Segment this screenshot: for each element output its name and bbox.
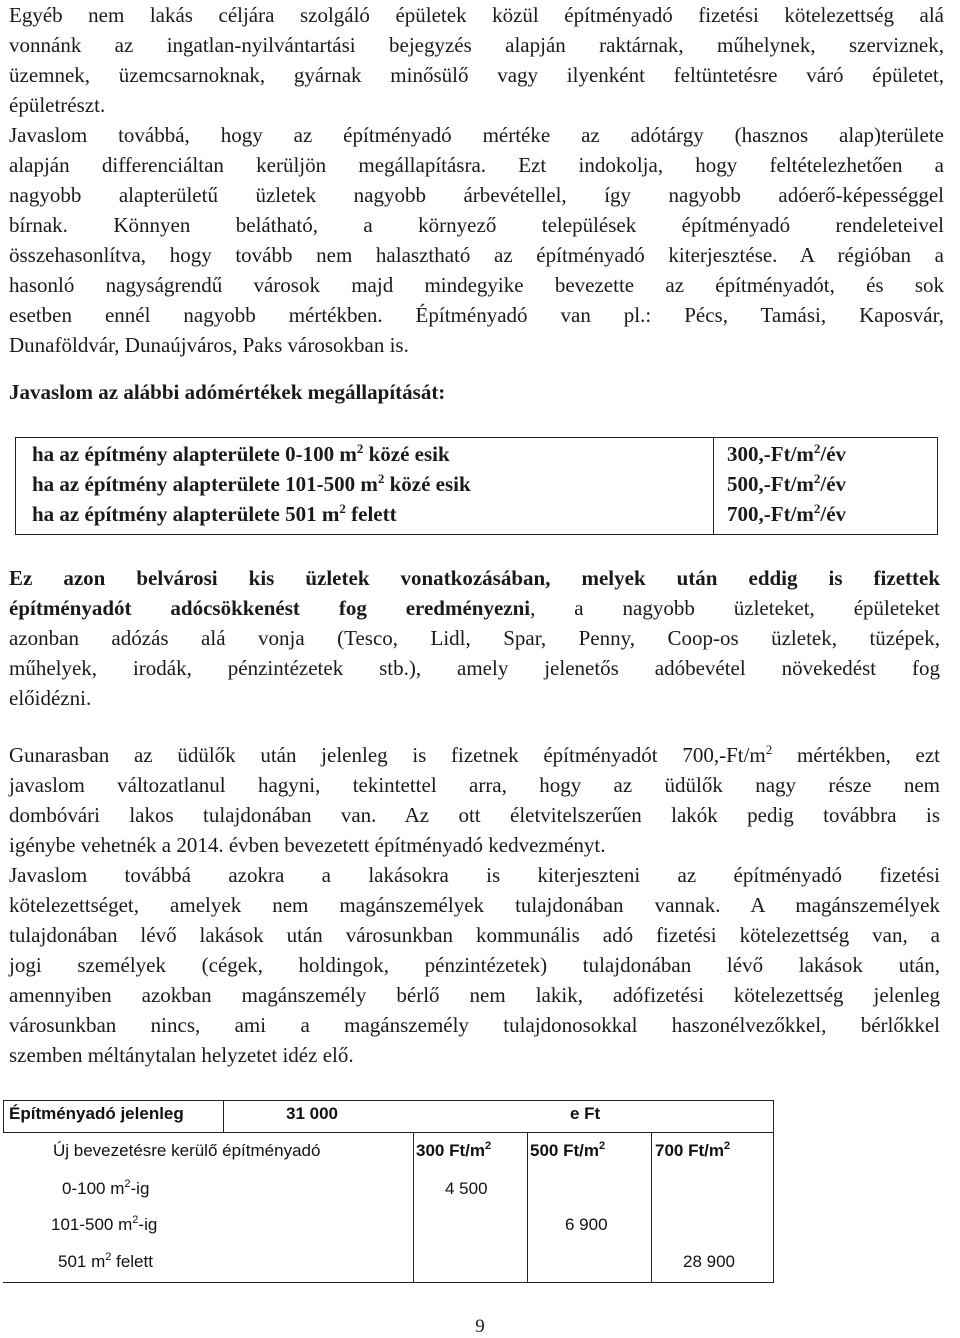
revenue-value: 6 900	[565, 1215, 608, 1234]
text-line: azonban adózás alá vonja (Tesco, Lidl, Spar, Penny, Coop-os üzletek, tüzépek,	[9, 626, 940, 650]
revenue-value: 28 900	[683, 1252, 735, 1271]
current-tax-label: Építményadó jelenleg	[9, 1104, 184, 1123]
new-tax-label: Új bevezetésre kerülő építményadó	[53, 1141, 321, 1160]
text-line: műhelyek, irodák, pénzintézetek stb.), amely jelenetős adóbevétel növekedést fog	[9, 656, 940, 680]
text-line: vonnánk az ingatlan-nyilvántartási bejegyzés alapján raktárnak, műhelynek, szerviznek,	[9, 33, 944, 57]
area-band-label: 0-100 $m^2-ig$	[62, 1178, 150, 1198]
text-line: esetben ennél nagyobb mértékben. Építményadó van pl.: Pécs, Tamási, Kaposvár,	[9, 303, 944, 327]
text-line: Javaslom továbbá azokra a lakásokra is kiterjeszteni az építményadó fizetési	[9, 863, 940, 887]
text-line: alapján differenciáltan kerüljön megállapításra. Ezt indokolja, hogy feltételezhetően a	[9, 153, 944, 177]
text-line: építményadót adócsökkenést fog eredményezni, a nagyobb üzleteket, épületeket	[9, 596, 940, 620]
text-line: tulajdonában lévő lakások után városunkban kommunális adó fizetési kötelezettség van, a	[9, 923, 940, 947]
table-border	[3, 1100, 774, 1101]
rate-column-head: 300 $Ft/m^2$	[416, 1140, 492, 1160]
unit-label: e Ft	[570, 1104, 601, 1123]
rates-row: ha az építmény alapterülete 501 $m^2$ felett $700,-Ft/m^2/év$	[32, 501, 847, 526]
table-border	[773, 1100, 774, 1282]
text-line: amennyiben azokban magánszemély bérlő nem lakik, adófizetési kötelezettség jelenleg	[9, 983, 940, 1007]
text-line: városunkban nincs, ami a magánszemély tulajdonosokkal haszonélvezőkkel, bérlőkkel	[9, 1013, 940, 1037]
page-number: 9	[475, 1316, 485, 1337]
intro-paragraph	[9, 0, 944, 360]
current-tax-value: 31 000	[286, 1104, 338, 1123]
proposal-heading: Javaslom az alábbi adómértékek megállapítását:	[9, 380, 446, 404]
column-divider	[651, 1132, 652, 1282]
text-line: dombóvári lakos tulajdonában van. Az ott életvitelszerűen lakók pedig továbbra is	[9, 803, 940, 827]
text-line: igénybe vehetnék a 2014. évben bevezetett építményadó kedvezményt.	[9, 833, 606, 857]
text-line: épületrészt.	[9, 93, 106, 117]
text-line: Dunaföldvár, Dunaújváros, Paks városokban is.	[9, 333, 409, 357]
table-border	[3, 1282, 774, 1283]
column-divider	[223, 1100, 224, 1132]
text-line: Egyéb nem lakás céljára szolgáló épületek közül építményadó fizetési kötelezettség alá	[9, 3, 944, 27]
text-line: jogi személyek (cégek, holdingok, pénzintézetek) tulajdonában lévő lakások után,	[9, 953, 940, 977]
gunaras-paragraph	[9, 740, 940, 1070]
text-line: üzemnek, üzemcsarnoknak, gyárnak minősülő vagy ilyenként feltüntetésre váró épületet,	[9, 63, 944, 87]
column-divider	[527, 1132, 528, 1282]
area-band-label: 101-500 $m^2-ig$	[51, 1214, 158, 1234]
text-line: hasonló nagyságrendű városok majd mindegyike bevezette az építményadót, és sok	[9, 273, 944, 297]
text-line: nagyobb alapterületű üzletek nagyobb árbevétellel, így nagyobb adóerő-képességgel	[9, 183, 944, 207]
table-border	[3, 1132, 774, 1133]
rates-row: ha az építmény alapterülete 0-100 $m^2$ közé esik $300,-Ft/m^2/év$	[32, 441, 847, 466]
area-band-label: 501 $m^2$ felett	[58, 1251, 153, 1271]
text-line: bírnak. Könnyen belátható, a környező települések építményadó rendeleteivel	[9, 213, 944, 237]
column-divider	[413, 1132, 414, 1282]
text-line: javaslom változatlanul hagyni, tekintettel arra, hogy az üdülők nagy része nem	[9, 773, 940, 797]
text-line: Ez azon belvárosi kis üzletek vonatkozásában, melyek után eddig is fizettek	[9, 566, 940, 590]
rates-table	[15, 437, 938, 535]
text-line: Gunarasban az üdülők után jelenleg is fizetnek építményadót $700,-Ft/m^2$ mértékben, ezt	[9, 742, 940, 767]
table-border	[3, 1100, 4, 1132]
text-line: Javaslom továbbá, hogy az építményadó mértéke az adótárgy (hasznos alap)területe	[9, 123, 944, 147]
text-line: előidézni.	[9, 686, 92, 710]
downtown-paragraph	[9, 563, 940, 713]
text-line: összehasonlítva, hogy tovább nem halasztható az építményadó kiterjesztése. A régióban a	[9, 243, 944, 267]
rate-column-head: 700 $Ft/m^2$	[655, 1140, 731, 1160]
revenue-table	[3, 1100, 774, 1282]
rate-column-head: 500 $Ft/m^2$	[530, 1140, 606, 1160]
text-line: kötelezettséget, amelyek nem magánszemélyek tulajdonában vannak. A magánszemélyek	[9, 893, 940, 917]
rates-row: ha az építmény alapterülete 101-500 $m^2$ közé esik $500,-Ft/m^2/év$	[32, 471, 847, 496]
revenue-value: 4 500	[445, 1179, 488, 1198]
text-line: szemben méltánytalan helyzetet idéz elő.	[9, 1043, 354, 1067]
